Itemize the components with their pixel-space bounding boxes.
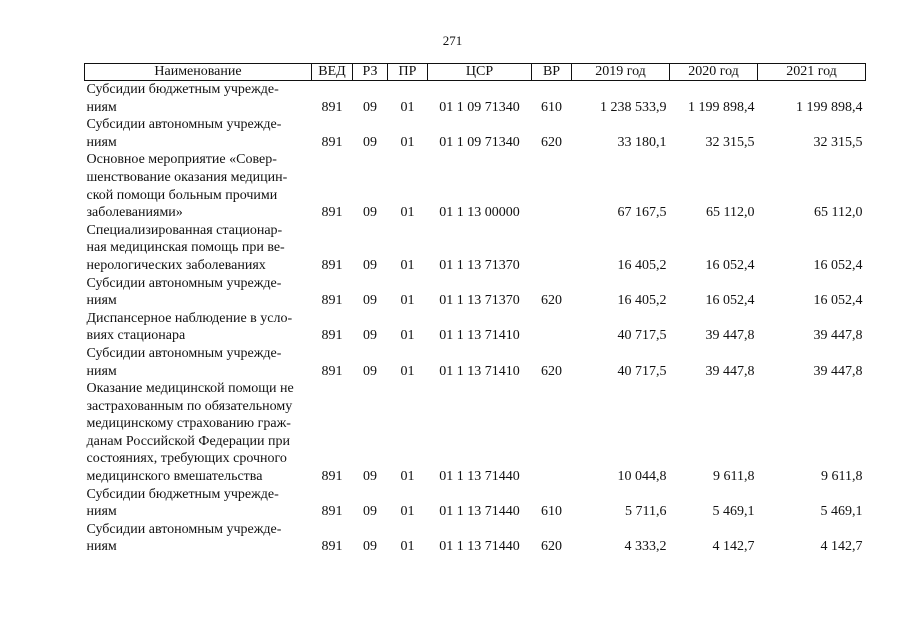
cell-ved: 891 [321, 539, 343, 555]
cell-name: Субсидии автономным учрежде- ниям [86, 117, 282, 150]
budget-table [84, 63, 866, 556]
cell-ved: 891 [321, 363, 343, 379]
cell-2020: 16 052,4 [705, 257, 755, 273]
cell-pr: 01 [400, 328, 415, 344]
cell-vr: 610 [541, 99, 562, 115]
page-number: 271 [442, 33, 463, 48]
table-row [85, 81, 866, 117]
table-body [85, 81, 866, 557]
cell-2020: 4 142,7 [712, 539, 755, 555]
cell-ved: 891 [321, 469, 343, 485]
cell-2021: 1 199 898,4 [796, 99, 863, 115]
cell-name: Специализированная стационар- ная медицинская помощь при ве- нерологических заболеваниях [86, 222, 285, 273]
table-row [85, 345, 866, 380]
cell-name: Субсидии бюджетным учрежде- ниям [86, 82, 279, 115]
cell-csr: 01 1 13 71440 [439, 504, 520, 520]
cell-name: Субсидии автономным учрежде- ниям [86, 275, 282, 309]
table-row [85, 380, 866, 486]
cell-name: Диспансерное наблюдение в усло- виях стационара [86, 310, 293, 344]
cell-vr: 620 [541, 293, 562, 309]
cell-vr: 620 [541, 363, 562, 379]
cell-ved: 891 [321, 504, 343, 520]
cell-rz: 09 [363, 469, 377, 485]
cell-vr [532, 380, 572, 486]
cell-2021: 16 052,4 [813, 257, 863, 273]
cell-pr: 01 [400, 469, 415, 485]
cell-vr: 620 [541, 539, 562, 555]
cell-vr [532, 310, 572, 345]
cell-vr [532, 222, 572, 275]
cell-2021: 5 469,1 [820, 504, 863, 520]
cell-2019: 33 180,1 [617, 134, 667, 150]
cell-2020: 65 112,0 [706, 205, 755, 221]
table-row [85, 310, 866, 345]
cell-2020: 1 199 898,4 [688, 99, 755, 115]
table-row [85, 116, 866, 151]
cell-pr: 01 [400, 134, 415, 150]
cell-ved: 891 [321, 99, 343, 115]
cell-name: Основное мероприятие «Совер- шенствование оказания медицин- ской помощи больным прочими заболеваниями» [86, 152, 288, 221]
cell-2020: 5 469,1 [712, 504, 755, 520]
table-header [85, 64, 866, 81]
header-2020: 2020 год [670, 64, 758, 81]
cell-2019: 1 238 533,9 [600, 99, 667, 115]
cell-rz: 09 [363, 257, 377, 273]
cell-2021: 39 447,8 [813, 363, 863, 379]
cell-pr: 01 [400, 99, 415, 115]
cell-ved: 891 [321, 134, 343, 150]
cell-2019: 5 711,6 [625, 504, 667, 520]
cell-csr: 01 1 09 71340 [439, 99, 520, 115]
table-row [85, 275, 866, 310]
header-rz: РЗ [353, 64, 388, 81]
cell-ved: 891 [321, 293, 343, 309]
cell-name: Субсидии бюджетным учрежде- ниям [86, 486, 279, 520]
cell-2021: 16 052,4 [813, 293, 863, 309]
cell-2020: 39 447,8 [705, 328, 755, 344]
cell-csr: 01 1 13 71370 [439, 257, 520, 273]
cell-2019: 16 405,2 [617, 257, 667, 273]
cell-name: Субсидии автономным учрежде- ниям [86, 521, 282, 555]
cell-2019: 4 333,2 [624, 539, 667, 555]
table-row [85, 151, 866, 221]
cell-rz: 09 [363, 99, 377, 115]
cell-2019: 16 405,2 [617, 293, 667, 309]
cell-2020: 16 052,4 [705, 293, 755, 309]
cell-2019: 40 717,5 [617, 363, 667, 379]
cell-2020: 39 447,8 [705, 363, 755, 379]
header-csr: ЦСР [428, 64, 532, 81]
table-row [85, 222, 866, 275]
cell-2019: 40 717,5 [617, 328, 667, 344]
cell-2021: 65 112,0 [814, 205, 863, 221]
cell-name: Оказание медицинской помощи не застрахованным по обязательному медицинскому страхованию граж- данам Российской Федерации при состояниях, требующих срочного медицинского вмешательства [86, 381, 294, 485]
cell-csr: 01 1 13 71410 [439, 363, 520, 379]
cell-vr: 610 [541, 504, 562, 520]
cell-csr: 01 1 13 00000 [439, 205, 520, 221]
cell-2020: 32 315,5 [705, 134, 755, 150]
cell-2021: 9 611,8 [821, 469, 863, 485]
cell-2020: 9 611,8 [713, 469, 755, 485]
cell-rz: 09 [363, 205, 377, 221]
cell-csr: 01 1 09 71340 [439, 134, 520, 150]
header-name: Наименование [85, 64, 312, 81]
cell-rz: 09 [363, 328, 377, 344]
cell-2021: 4 142,7 [820, 539, 863, 555]
header-2019: 2019 год [572, 64, 670, 81]
cell-ved: 891 [321, 257, 343, 273]
header-pr: ПР [388, 64, 428, 81]
cell-pr: 01 [400, 293, 415, 309]
cell-2019: 10 044,8 [617, 469, 667, 485]
cell-name: Субсидии автономным учрежде- ниям [86, 345, 282, 379]
cell-csr: 01 1 13 71440 [439, 469, 520, 485]
cell-csr: 01 1 13 71410 [439, 328, 520, 344]
cell-rz: 09 [363, 134, 377, 150]
cell-pr: 01 [400, 363, 415, 379]
cell-csr: 01 1 13 71440 [439, 539, 520, 555]
cell-pr: 01 [400, 539, 415, 555]
cell-rz: 09 [363, 539, 377, 555]
cell-rz: 09 [363, 504, 377, 520]
table-row [85, 521, 866, 556]
header-row [85, 64, 866, 81]
cell-pr: 01 [400, 504, 415, 520]
cell-2021: 32 315,5 [813, 134, 863, 150]
cell-pr: 01 [400, 205, 415, 221]
header-ved: ВЕД [312, 64, 353, 81]
cell-vr: 620 [541, 134, 562, 150]
cell-vr [532, 151, 572, 221]
header-2021: 2021 год [758, 64, 866, 81]
table-row [85, 486, 866, 521]
cell-pr: 01 [400, 257, 415, 273]
cell-ved: 891 [321, 205, 343, 221]
cell-csr: 01 1 13 71370 [439, 293, 520, 309]
cell-rz: 09 [363, 363, 377, 379]
cell-2019: 67 167,5 [617, 205, 667, 221]
cell-rz: 09 [363, 293, 377, 309]
cell-2021: 39 447,8 [813, 328, 863, 344]
header-vr: ВР [532, 64, 572, 81]
cell-ved: 891 [321, 328, 343, 344]
